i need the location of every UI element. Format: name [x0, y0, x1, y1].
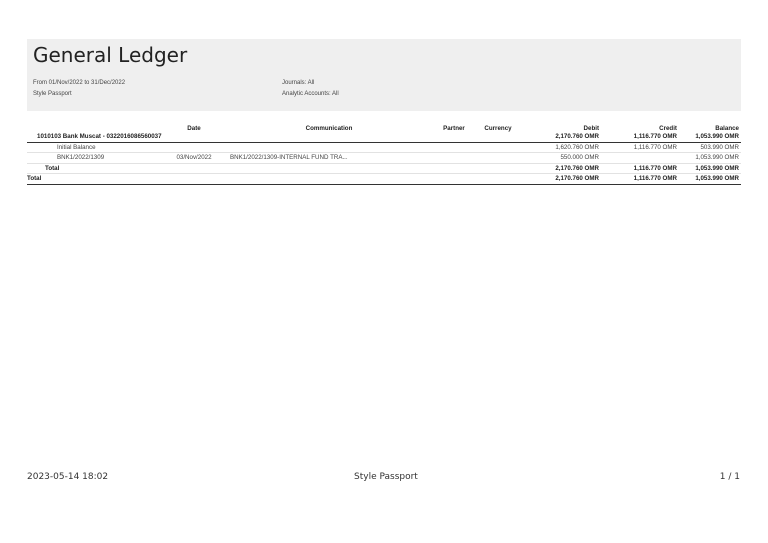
ledger-table — [27, 123, 741, 185]
footer-timestamp: 2023-05-14 18:02 — [27, 472, 109, 482]
footer-company: Style Passport — [354, 472, 418, 482]
analytic-accounts-filter: Analytic Accounts: All — [282, 91, 339, 97]
entry-debit: 550.000 OMR — [522, 153, 601, 164]
table-row[interactable] — [27, 153, 741, 164]
date-column-header: Date — [187, 125, 201, 132]
initial-balance-debit: 1,620.760 OMR — [522, 142, 601, 153]
initial-balance-balance: 503.990 OMR — [679, 142, 741, 153]
grand-total-label: Total — [27, 174, 164, 185]
company-name: Style Passport — [33, 91, 72, 97]
entry-communication: BNK1/2022/1309-INTERNAL FUND TRA... — [224, 153, 434, 164]
entry-ref[interactable]: BNK1/2022/1309 — [27, 153, 164, 164]
report-header — [27, 39, 741, 111]
initial-balance-credit: 1,116.770 OMR — [601, 142, 679, 153]
account-total-balance: 1,053.990 OMR — [679, 163, 741, 174]
report-title: General Ledger — [33, 43, 188, 67]
account-total-debit: 2,170.760 OMR — [522, 163, 601, 174]
debit-column-header: Debit — [583, 125, 599, 132]
account-row[interactable] — [27, 132, 741, 142]
journals-filter: Journals: All — [282, 80, 315, 86]
account-total-credit: 1,116.770 OMR — [601, 163, 679, 174]
account-name: 1010103 Bank Muscat - 0322016086560037 — [27, 132, 224, 142]
footer-page-number: 1 / 1 — [719, 472, 740, 482]
initial-balance-label: Initial Balance — [27, 142, 164, 153]
account-total-row — [27, 163, 741, 174]
date-range: From 01/Nov/2022 to 31/Dec/2022 — [33, 80, 126, 86]
grand-total-balance: 1,053.990 OMR — [679, 174, 741, 185]
currency-column-header: Currency — [484, 125, 512, 132]
account-total-label: Total — [27, 163, 164, 174]
communication-column-header: Communication — [305, 125, 353, 132]
table-header-row — [27, 123, 741, 132]
grand-total-credit: 1,116.770 OMR — [601, 174, 679, 185]
balance-column-header: Balance — [715, 125, 739, 132]
initial-balance-row — [27, 142, 741, 153]
account-debit: 2,170.760 OMR — [522, 132, 601, 142]
grand-total-debit: 2,170.760 OMR — [522, 174, 601, 185]
entry-date: 03/Nov/2022 — [164, 153, 224, 164]
grand-total-row — [27, 174, 741, 185]
account-column-header — [27, 123, 164, 132]
entry-balance: 1,053.990 OMR — [679, 153, 741, 164]
account-credit: 1,116.770 OMR — [601, 132, 679, 142]
credit-column-header: Credit — [659, 125, 677, 132]
account-balance: 1,053.990 OMR — [679, 132, 741, 142]
partner-column-header: Partner — [443, 125, 465, 132]
